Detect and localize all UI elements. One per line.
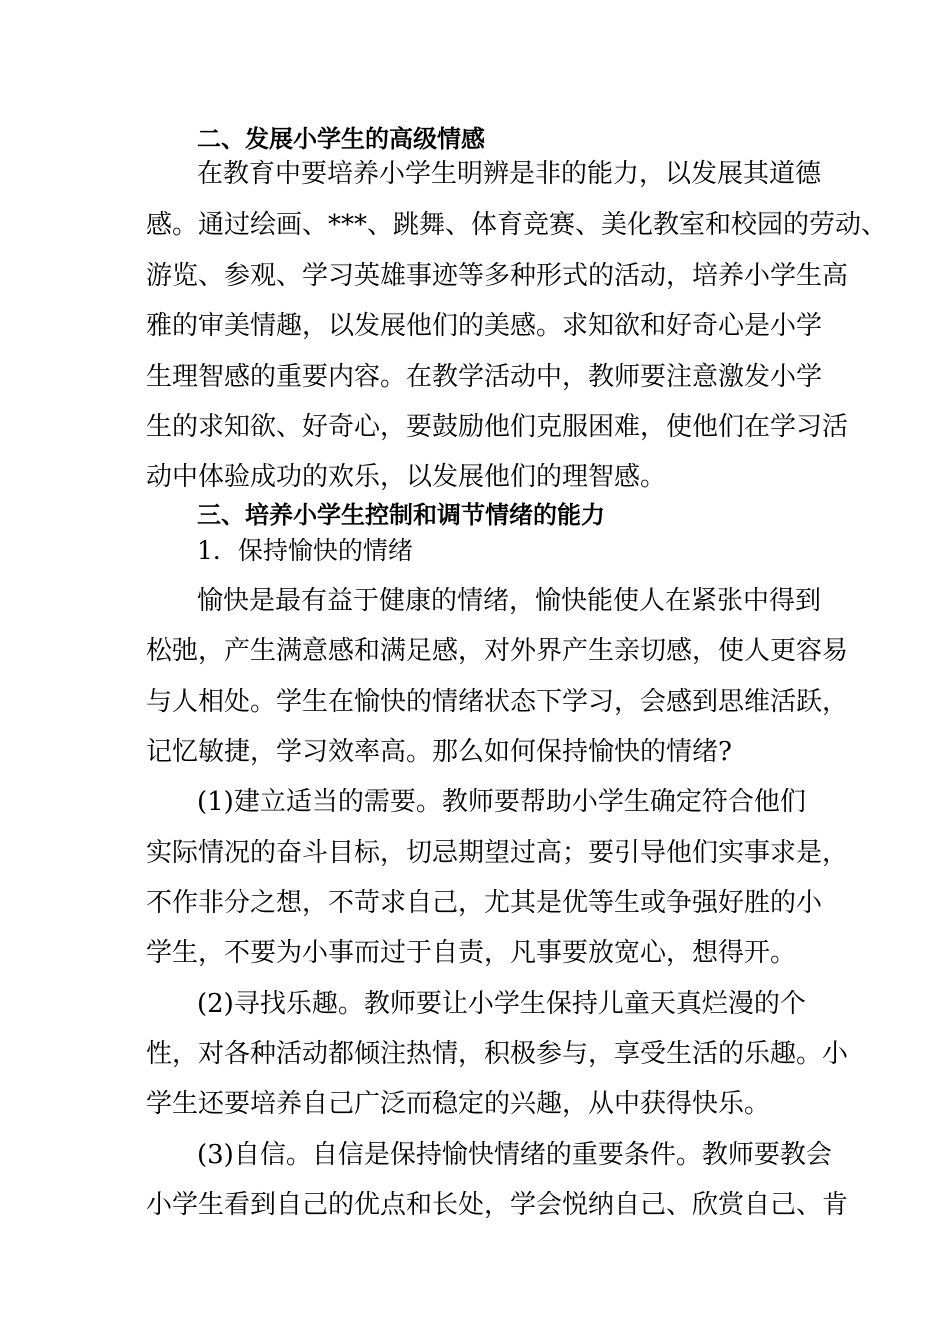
list-item-line: 学生还要培养自己广泛而稳定的兴趣，从中获得快乐。 <box>146 1089 771 1119</box>
paragraph-line: 游览、参观、学习英雄事迹等多种形式的活动，培养小学生高 <box>146 261 849 291</box>
section-heading-2: 二、发展小学生的高级情感 <box>197 125 485 153</box>
paragraph-line: 愉快是最有益于健康的情绪，愉快能使人在紧张中得到 <box>197 586 822 616</box>
section-heading-3: 三、培养小学生控制和调节情绪的能力 <box>197 501 605 529</box>
list-item-line: 实际情况的奋斗目标，切忌期望过高；要引导他们实事求是， <box>146 838 849 868</box>
paragraph-line: 动中体验成功的欢乐，以发展他们的理智感。 <box>146 462 667 492</box>
paragraph-line: 记忆敏捷，学习效率高。那么如何保持愉快的情绪? <box>146 737 732 767</box>
list-item-line: 性，对各种活动都倾注热情，积极参与，享受生活的乐趣。小 <box>146 1039 849 1069</box>
list-item-line: (1)建立适当的需要。教师要帮助小学生确定符合他们 <box>197 787 806 817</box>
paragraph-line: 在教育中要培养小学生明辨是非的能力，以发展其道德 <box>197 159 822 189</box>
list-item-line: (3)自信。自信是保持愉快情绪的重要条件。教师要教会 <box>197 1140 832 1170</box>
list-item-line: 小学生看到自己的优点和长处，学会悦纳自己、欣赏自己、肯 <box>146 1190 849 1220</box>
list-item-line: 学生，不要为小事而过于自责，凡事要放宽心，想得开。 <box>146 938 797 968</box>
paragraph-line: 生的求知欲、好奇心，要鼓励他们克服困难，使他们在学习活 <box>146 412 849 442</box>
paragraph-line: 松弛，产生满意感和满足感，对外界产生亲切感，使人更容易 <box>146 636 849 666</box>
list-item-line: (2)寻找乐趣。教师要让小学生保持儿童天真烂漫的个 <box>197 989 806 1019</box>
list-item-line: 不作非分之想，不苛求自己，尤其是优等生或争强好胜的小 <box>146 888 823 918</box>
subheading: 1．保持愉快的情绪 <box>197 536 413 565</box>
paragraph-line: 雅的审美情趣，以发展他们的美感。求知欲和好奇心是小学 <box>146 311 823 341</box>
paragraph-line: 感。通过绘画、***、跳舞、体育竞赛、美化教室和校园的劳动、 <box>146 210 888 240</box>
paragraph-line: 与人相处。学生在愉快的情绪状态下学习，会感到思维活跃， <box>146 687 849 717</box>
paragraph-line: 生理智感的重要内容。在教学活动中，教师要注意激发小学 <box>146 362 823 392</box>
